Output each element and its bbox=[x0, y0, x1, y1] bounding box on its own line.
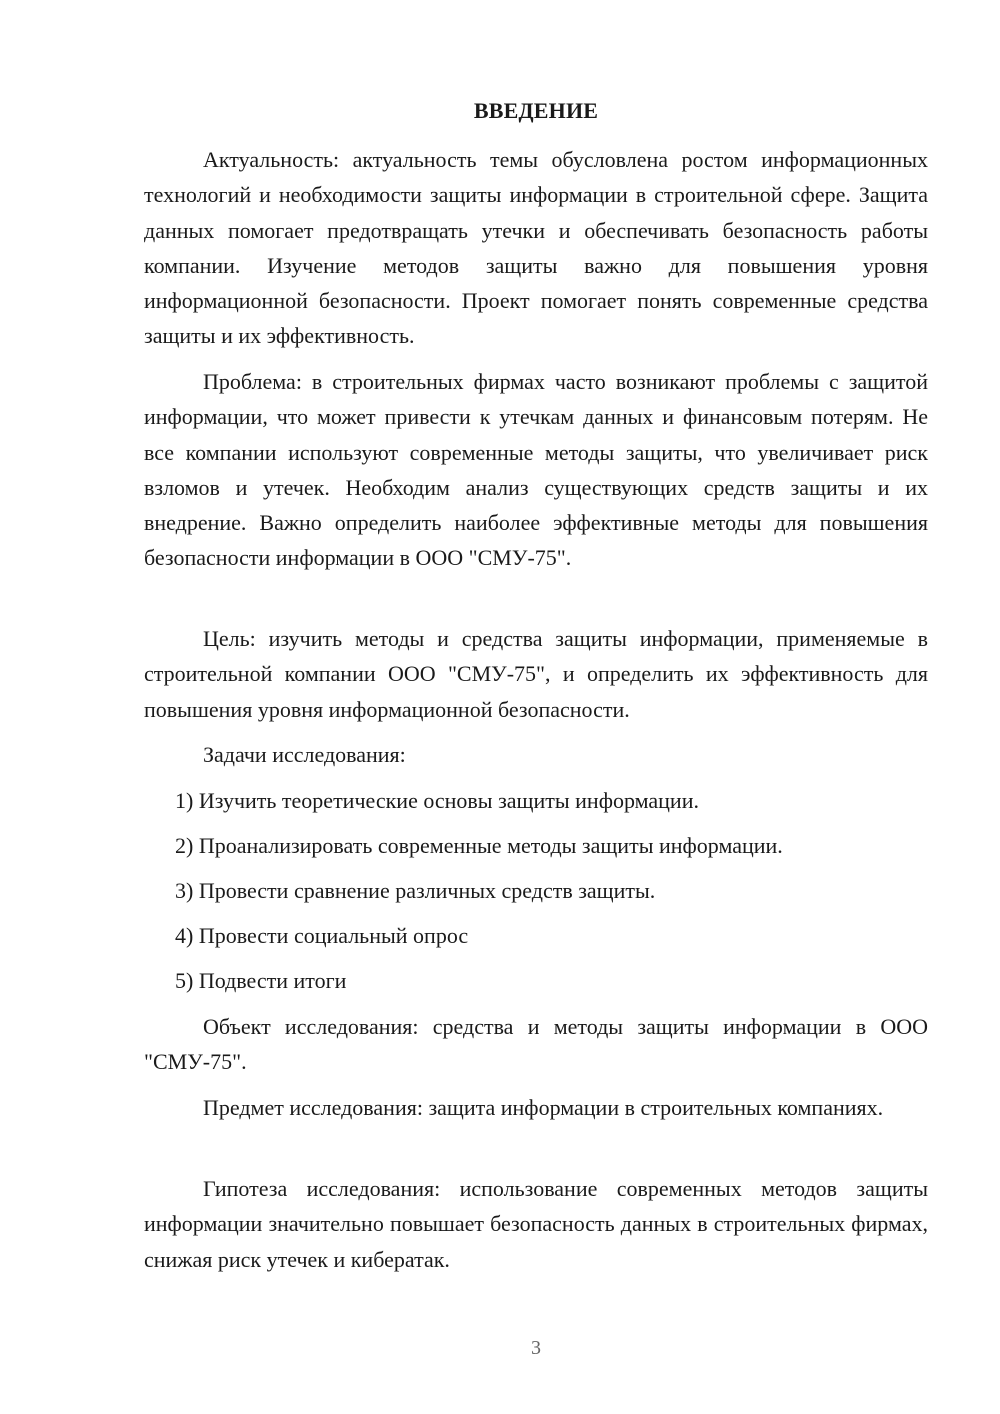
task-item: 5) Подвести итоги bbox=[175, 968, 347, 993]
document-page bbox=[144, 0, 928, 1414]
subject-paragraph: Предмет исследования: защита информации в строительных компаниях. bbox=[203, 1095, 884, 1120]
page-title: ВВЕДЕНИЕ bbox=[473, 98, 599, 123]
task-item: 4) Провести социальный опрос bbox=[175, 923, 469, 948]
goal-paragraph: Цель: изучить методы и средства защиты информации, применяемые в строительной компании ООО "СМУ-75", и определить их эффективность для повышения уровня информационной безопасности. bbox=[144, 626, 928, 722]
relevance-paragraph: Актуальность: актуальность темы обусловлена ростом информационных технологий и необходимости защиты информации в строительной сфере. Защита данных помогает предотвращать утечки и обеспечивать безопасность работы компании. Изучение методов защиты важно для повышения уровня информационной безопасности. Проект помогает понять современные средства защиты и их эффективность. bbox=[144, 147, 928, 349]
page-number: 3 bbox=[531, 1337, 541, 1359]
object-paragraph: Объект исследования: средства и методы защиты информации в ООО "СМУ-75". bbox=[144, 1014, 928, 1075]
hypothesis-paragraph: Гипотеза исследования: использование современных методов защиты информации значительно повышает безопасность данных в строительных фирмах, снижая риск утечек и кибератак. bbox=[144, 1176, 928, 1272]
task-item: 3) Провести сравнение различных средств защиты. bbox=[175, 878, 656, 903]
task-item: 1) Изучить теоретические основы защиты информации. bbox=[175, 788, 699, 813]
tasks-heading: Задачи исследования: bbox=[203, 742, 406, 767]
problem-paragraph: Проблема: в строительных фирмах часто возникают проблемы с защитой информации, что может привести к утечкам данных и финансовым потерям. Не все компании используют современные методы защиты, что увеличивает риск взломов и утечек. Необходим анализ существующих средств защиты и их внедрение. Важно определить наиболее эффективные методы для повышения безопасности информации в ООО "СМУ-75". bbox=[144, 369, 928, 571]
task-item: 2) Проанализировать современные методы защиты информации. bbox=[175, 833, 783, 858]
